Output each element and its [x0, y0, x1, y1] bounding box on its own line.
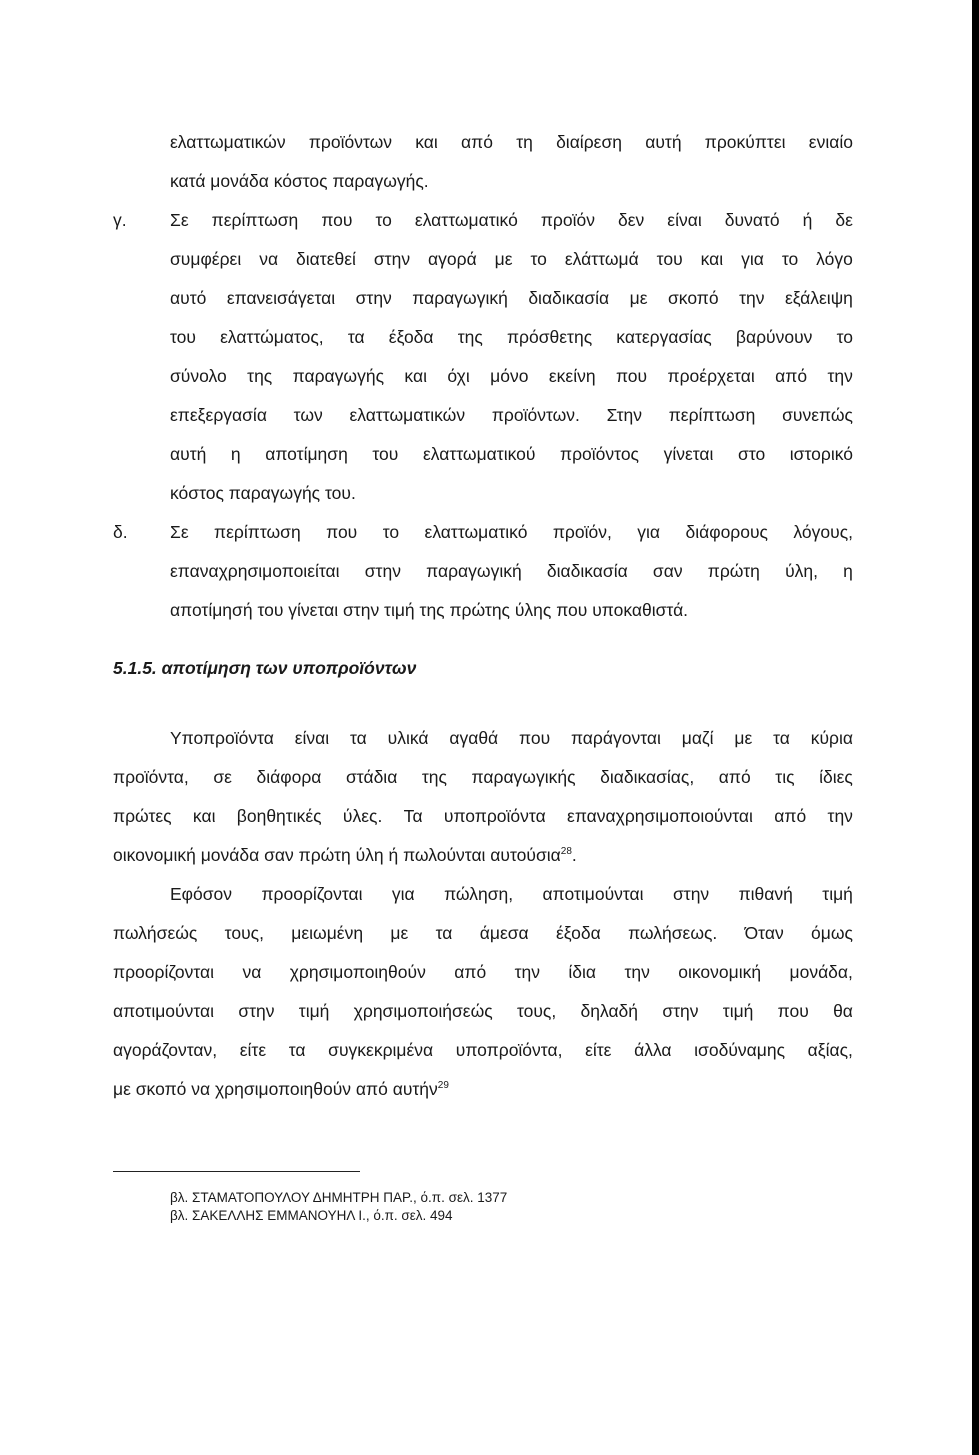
word: σκοπό	[667, 288, 719, 308]
word: την	[739, 288, 765, 308]
word: διαδικασίας,	[600, 767, 695, 787]
word: με	[390, 923, 409, 943]
word: του	[656, 249, 683, 269]
text-line	[170, 365, 853, 387]
footnote: βλ. ΣΤΑΜΑΤΟΠΟΥΛΟΥ ΔΗΜΗΤΡΗ ΠΑΡ., ό.π. σελ. 1377	[170, 1190, 508, 1205]
word: ίδιες	[819, 767, 853, 787]
text-line	[170, 443, 853, 465]
word: στην	[355, 288, 392, 308]
word: το	[836, 327, 853, 347]
word: προϊόντα,	[113, 767, 189, 787]
word: υποπροϊόντα	[443, 806, 546, 826]
word: η	[843, 561, 853, 581]
word: από	[775, 366, 808, 386]
word: εκείνη	[548, 366, 596, 386]
footnote-separator	[113, 1171, 360, 1172]
text-line	[113, 1078, 449, 1100]
word: αυτή	[645, 132, 682, 152]
word: ή	[802, 210, 813, 230]
word: την	[827, 806, 853, 826]
word: της	[457, 327, 483, 347]
word: να	[242, 962, 262, 982]
word: κατεργασίας	[616, 327, 712, 347]
word: περίπτωση	[668, 405, 756, 425]
word: πιθανή	[738, 884, 793, 904]
word: με	[494, 249, 513, 269]
word: την	[624, 962, 650, 982]
word: στην	[662, 1001, 699, 1021]
word: πρώτες	[113, 806, 172, 826]
word: να	[259, 249, 279, 269]
text-line: κόστος παραγωγής του.	[170, 483, 356, 503]
text-line	[170, 209, 853, 231]
text-line: αποτίμησή του γίνεται στην τιμή της πρώτης ύλης που υποκαθιστά.	[170, 600, 689, 620]
word: προϊόν,	[552, 522, 612, 542]
word: ελαττωματικού	[422, 444, 536, 464]
word: της	[421, 767, 447, 787]
word: Σε	[170, 210, 189, 230]
text-line	[170, 287, 853, 309]
word: υποπροϊόντα,	[455, 1040, 563, 1060]
period: .	[571, 845, 577, 865]
scan-edge	[972, 0, 979, 1455]
word: αυτή	[170, 444, 207, 464]
word: άμεσα	[479, 923, 529, 943]
word: παραγωγικής	[471, 767, 576, 787]
word: εξάλειψη	[784, 288, 853, 308]
word: προϊόντος	[560, 444, 639, 464]
word: τις	[775, 767, 795, 787]
word: αξίας,	[807, 1040, 853, 1060]
word: λόγους,	[793, 522, 853, 542]
word: ελαττωματικών	[170, 132, 286, 152]
word: η	[230, 444, 241, 464]
word: προορίζονται	[113, 962, 215, 982]
word: και	[415, 132, 438, 152]
word: στάδια	[345, 767, 398, 787]
word: παραγωγική	[426, 561, 522, 581]
footnote-ref-29: 29	[437, 1080, 449, 1091]
word: για	[741, 249, 764, 269]
word: του	[372, 444, 399, 464]
word: με	[734, 728, 753, 748]
word: προϊόντων.	[491, 405, 580, 425]
word: πρώτη	[707, 561, 760, 581]
word: διατεθεί	[296, 249, 356, 269]
word: τους,	[516, 1001, 557, 1021]
text-line	[170, 727, 853, 749]
word: Τα	[403, 806, 423, 826]
word: προκύπτει	[704, 132, 786, 152]
word: ελαττωματικό	[414, 210, 518, 230]
text-span: με σκοπό να χρησιμοποιηθούν από αυτήν	[113, 1079, 438, 1099]
text-line	[113, 961, 853, 983]
word: την	[514, 962, 540, 982]
word: το	[382, 522, 400, 542]
word: βαρύνουν	[735, 327, 813, 347]
word: παραγωγική	[412, 288, 508, 308]
word: Στην	[606, 405, 642, 425]
word: διάφορους	[685, 522, 768, 542]
word: στην	[364, 561, 401, 581]
word: είτε	[585, 1040, 612, 1060]
text-span: οικονομική μονάδα σαν πρώτη ύλη ή πωλούνται αυτούσια	[113, 845, 561, 865]
text-line	[113, 766, 853, 788]
word: από	[718, 767, 751, 787]
word: τα	[773, 728, 790, 748]
word: σαν	[652, 561, 683, 581]
text-line	[113, 922, 853, 944]
word: Υποπροϊόντα	[170, 728, 274, 748]
word: περίπτωση	[214, 522, 301, 542]
word: κύρια	[810, 728, 853, 748]
word: του	[170, 327, 196, 347]
list-marker-delta: δ.	[113, 522, 128, 542]
word: που	[326, 522, 358, 542]
text-line	[170, 248, 853, 270]
word: πωλήσεώς	[113, 923, 198, 943]
word: συμφέρει	[170, 249, 242, 269]
word: ιστορικό	[789, 444, 853, 464]
word: αποτιμούνται	[113, 1001, 215, 1021]
word: όμως	[811, 923, 853, 943]
word: μόνο	[490, 366, 529, 386]
word: παραγωγής	[292, 366, 385, 386]
word: προέρχεται	[667, 366, 755, 386]
text-line	[113, 1039, 853, 1061]
word: Σε	[170, 522, 189, 542]
word: μαζί	[681, 728, 714, 748]
word: επαναχρησιμοποιούνται	[567, 806, 753, 826]
word: αποτιμούνται	[542, 884, 644, 904]
word: όχι	[447, 366, 470, 386]
word: δε	[835, 210, 853, 230]
word: μειωμένη	[291, 923, 364, 943]
text-line	[170, 883, 853, 905]
word: λόγο	[816, 249, 853, 269]
word: τα	[435, 923, 453, 943]
word: ενιαίο	[808, 132, 853, 152]
word: πρόσθετης	[506, 327, 593, 347]
word: με	[629, 288, 648, 308]
word: θα	[833, 1001, 853, 1021]
word: στην	[672, 884, 710, 904]
word: το	[530, 249, 547, 269]
word: αγαθά	[449, 728, 499, 748]
word: πωλήσεως.	[628, 923, 718, 943]
word: αυτό	[170, 288, 207, 308]
word: αγορά	[428, 249, 477, 269]
word: τιμή	[822, 884, 853, 904]
word: αγοράζονταν,	[113, 1040, 218, 1060]
word: από	[454, 962, 487, 982]
word: και	[192, 806, 216, 826]
text-line	[113, 805, 853, 827]
word: τους,	[224, 923, 264, 943]
word: ελάττωμά	[564, 249, 639, 269]
word: για	[391, 884, 415, 904]
text-line: κατά μονάδα κόστος παραγωγής.	[170, 171, 429, 191]
text-line	[113, 844, 577, 866]
word: στο	[738, 444, 766, 464]
word: επανεισάγεται	[226, 288, 336, 308]
word: ελαττωματικών	[349, 405, 466, 425]
word: ελαττωματικό	[424, 522, 528, 542]
word: είναι	[667, 210, 702, 230]
word: προϊόν	[540, 210, 595, 230]
word: μονάδα,	[789, 962, 853, 982]
word: από	[774, 806, 807, 826]
word: διάφορα	[256, 767, 322, 787]
word: την	[827, 366, 853, 386]
word: αποτίμηση	[265, 444, 348, 464]
word: επαναχρησιμοποιείται	[170, 561, 340, 581]
word: τα	[288, 1040, 306, 1060]
word: σε	[213, 767, 232, 787]
word: που	[777, 1001, 809, 1021]
text-line	[170, 560, 853, 582]
word: ύλη,	[785, 561, 818, 581]
word: τη	[516, 132, 533, 152]
word: τα	[350, 728, 367, 748]
word: τιμή	[722, 1001, 754, 1021]
word: ισοδύναμης	[694, 1040, 786, 1060]
word: προϊόντων	[308, 132, 393, 152]
footnote: βλ. ΣΑΚΕΛΛΗΣ ΕΜΜΑΝΟΥΗΛ Ι., ό.π. σελ. 494	[170, 1208, 453, 1223]
word: διαδικασία	[528, 288, 610, 308]
word: προορίζονται	[261, 884, 363, 904]
word: για	[637, 522, 661, 542]
word: έξοδα	[556, 923, 601, 943]
word: χρησιμοποιηθούν	[289, 962, 426, 982]
text-line	[113, 1000, 853, 1022]
word: από	[461, 132, 493, 152]
word: σύνολο	[170, 366, 227, 386]
word: γίνεται	[663, 444, 714, 464]
text-line	[170, 131, 853, 153]
word: της	[247, 366, 273, 386]
word: και	[404, 366, 427, 386]
word: βοηθητικές	[236, 806, 322, 826]
word: τιμή	[298, 1001, 330, 1021]
word: είτε	[239, 1040, 267, 1060]
word: πώληση,	[444, 884, 514, 904]
word: και	[700, 249, 724, 269]
word: άλλα	[634, 1040, 672, 1060]
word: των	[293, 405, 323, 425]
word: ελαττώματος,	[220, 327, 324, 347]
word: είναι	[294, 728, 330, 748]
word: που	[519, 728, 551, 748]
word: Όταν	[744, 923, 784, 943]
word: το	[375, 210, 392, 230]
word: το	[781, 249, 799, 269]
word: χρησιμοποιήσεώς	[353, 1001, 493, 1021]
word: στην	[238, 1001, 275, 1021]
word: Εφόσον	[170, 884, 233, 904]
word: οικονομική	[678, 962, 762, 982]
word: διαίρεση	[556, 132, 622, 152]
word: δηλαδή	[580, 1001, 639, 1021]
section-heading: 5.1.5. αποτίμηση των υποπροϊόντων	[113, 658, 417, 678]
word: περίπτωση	[211, 210, 299, 230]
word: τα	[347, 327, 365, 347]
list-marker-gamma: γ.	[113, 210, 127, 230]
word: έξοδα	[388, 327, 434, 347]
word: συνεπώς	[782, 405, 853, 425]
word: που	[615, 366, 648, 386]
word: συγκεκριμένα	[328, 1040, 434, 1060]
word: που	[321, 210, 353, 230]
text-line	[170, 404, 853, 426]
word: υλικά	[387, 728, 429, 748]
text-line	[170, 521, 853, 543]
word: ύλες.	[342, 806, 383, 826]
word: ίδια	[568, 962, 597, 982]
text-line	[170, 326, 853, 348]
footnote-ref-28: 28	[560, 846, 572, 857]
word: δεν	[617, 210, 645, 230]
word: επεξεργασία	[170, 405, 267, 425]
word: παράγονται	[570, 728, 661, 748]
word: στην	[373, 249, 411, 269]
word: δυνατό	[724, 210, 780, 230]
word: διαδικασία	[546, 561, 628, 581]
